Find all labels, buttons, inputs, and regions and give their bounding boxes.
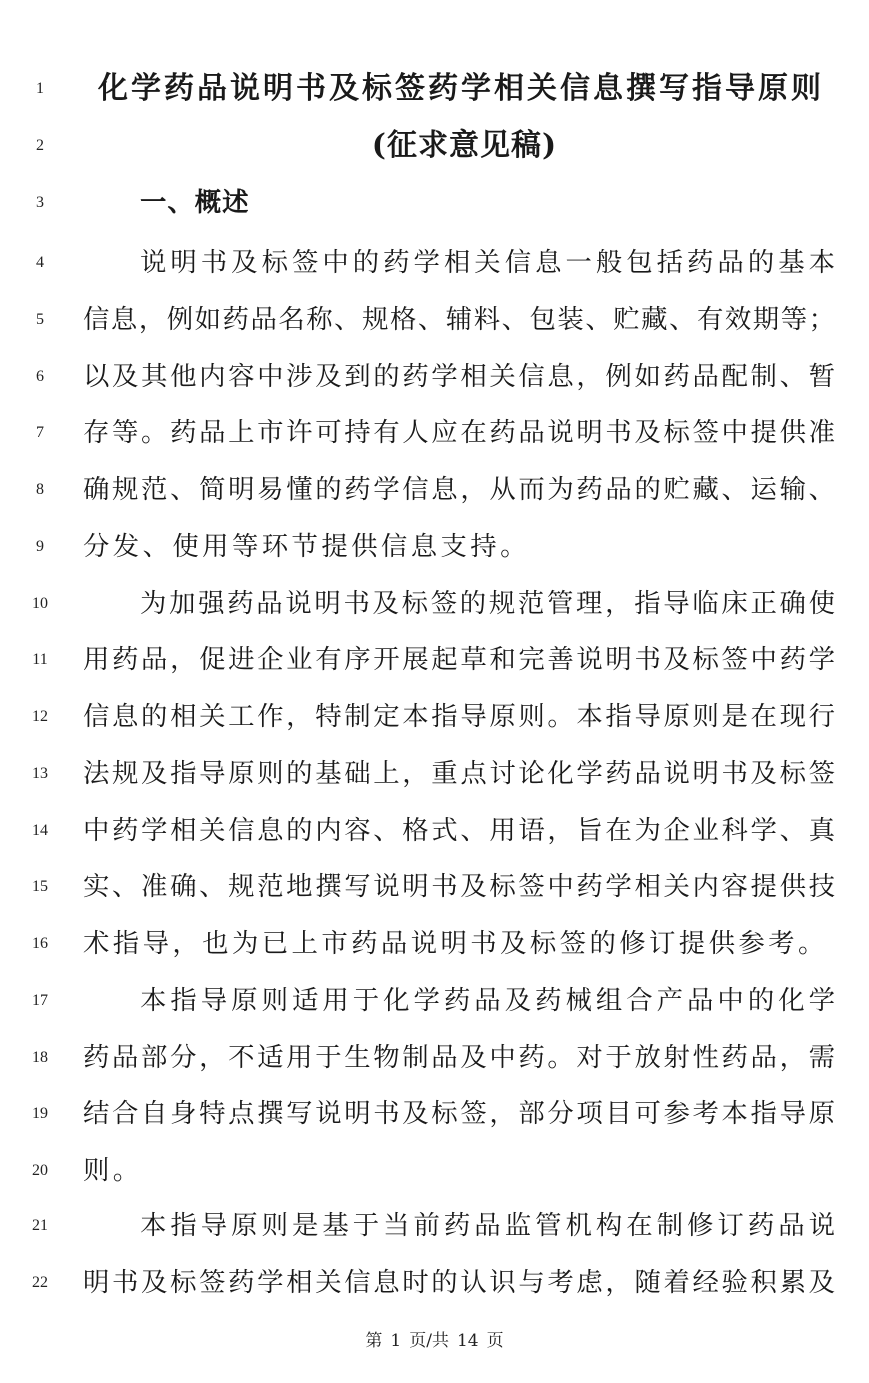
line-number: 22 xyxy=(32,1274,48,1292)
paragraph-line: 信息的相关工作，特制定本指导原则。本指导原则是在现行 xyxy=(83,701,835,733)
line-6 xyxy=(0,349,869,406)
line-number: 13 xyxy=(32,765,48,783)
line-4 xyxy=(0,235,869,292)
paragraph-line: 说明书及标签中的药学相关信息一般包括药品的基本 xyxy=(140,247,835,279)
line-number: 1 xyxy=(36,80,44,98)
paragraph-line: 分发、使用等环节提供信息支持。 xyxy=(83,531,530,563)
line-number: 21 xyxy=(32,1217,48,1235)
line-number: 6 xyxy=(36,368,44,386)
line-17 xyxy=(0,973,869,1030)
paragraph-line: 信息，例如药品名称、规格、辅料、包装、贮藏、有效期等； xyxy=(83,304,835,336)
footer-total-pages: 14 xyxy=(456,1331,479,1351)
line-number: 17 xyxy=(32,992,48,1010)
line-7 xyxy=(0,405,869,462)
paragraph-line: 本指导原则是基于当前药品监管机构在制修订药品说 xyxy=(140,1210,835,1242)
line-number: 15 xyxy=(32,878,48,896)
footer-suffix: 页 xyxy=(486,1331,504,1351)
paragraph-line: 以及其他内容中涉及到的药学相关信息，例如药品配制、暂 xyxy=(83,361,835,393)
line-number: 10 xyxy=(32,595,48,613)
line-8 xyxy=(0,462,869,519)
line-3 xyxy=(0,175,869,232)
page-footer xyxy=(0,1326,869,1351)
line-number: 11 xyxy=(32,651,48,669)
paragraph-line: 则。 xyxy=(83,1155,143,1187)
line-14 xyxy=(0,803,869,860)
paragraph-line: 明书及标签药学相关信息时的认识与考虑，随着经验积累及 xyxy=(83,1267,835,1299)
line-1 xyxy=(0,61,869,118)
line-number: 14 xyxy=(32,822,48,840)
document-subtitle: (征求意见稿) xyxy=(371,128,558,164)
line-12 xyxy=(0,689,869,746)
line-number: 7 xyxy=(36,424,44,442)
line-number: 8 xyxy=(36,481,44,499)
paragraph-line: 实、准确、规范地撰写说明书及标签中药学相关内容提供技 xyxy=(83,871,835,903)
line-16 xyxy=(0,916,869,973)
footer-prefix: 第 xyxy=(365,1331,383,1351)
line-number: 18 xyxy=(32,1049,48,1067)
paragraph-line: 术指导，也为已上市药品说明书及标签的修订提供参考。 xyxy=(83,928,828,960)
footer-page-number: 1 xyxy=(390,1331,402,1351)
line-number: 2 xyxy=(36,137,44,155)
line-number: 20 xyxy=(32,1162,48,1180)
paragraph-line: 本指导原则适用于化学药品及药械组合产品中的化学 xyxy=(140,985,835,1017)
line-11 xyxy=(0,632,869,689)
paragraph-line: 中药学相关信息的内容、格式、用语，旨在为企业科学、真 xyxy=(83,815,835,847)
line-20 xyxy=(0,1143,869,1200)
line-number: 19 xyxy=(32,1105,48,1123)
line-number: 5 xyxy=(36,311,44,329)
paragraph-line: 为加强药品说明书及标签的规范管理，指导临床正确使 xyxy=(140,588,835,620)
line-number: 12 xyxy=(32,708,48,726)
footer-middle: 页/共 xyxy=(409,1331,449,1351)
paragraph-line: 药品部分，不适用于生物制品及中药。对于放射性药品，需 xyxy=(83,1042,835,1074)
section-heading: 一、概述 xyxy=(140,187,250,219)
paragraph-line: 确规范、简明易懂的药学信息，从而为药品的贮藏、运输、 xyxy=(83,474,835,506)
paragraph-line: 存等。药品上市许可持有人应在药品说明书及标签中提供准 xyxy=(83,417,835,449)
line-2 xyxy=(0,118,869,175)
paragraph-line: 用药品，促进企业有序开展起草和完善说明书及标签中药学 xyxy=(83,644,835,676)
line-5 xyxy=(0,292,869,349)
paragraph-line: 法规及指导原则的基础上，重点讨论化学药品说明书及标签 xyxy=(83,758,835,790)
line-number: 16 xyxy=(32,935,48,953)
line-15 xyxy=(0,859,869,916)
line-13 xyxy=(0,746,869,803)
line-19 xyxy=(0,1086,869,1143)
line-number: 3 xyxy=(36,194,44,212)
line-number: 4 xyxy=(36,254,44,272)
line-10 xyxy=(0,576,869,633)
paragraph-line: 结合自身特点撰写说明书及标签，部分项目可参考本指导原 xyxy=(83,1098,835,1130)
line-9 xyxy=(0,519,869,576)
line-21 xyxy=(0,1198,869,1255)
line-22 xyxy=(0,1255,869,1312)
line-number: 9 xyxy=(36,538,44,556)
document-title: 化学药品说明书及标签药学相关信息撰写指导原则 xyxy=(98,71,821,107)
line-18 xyxy=(0,1030,869,1087)
